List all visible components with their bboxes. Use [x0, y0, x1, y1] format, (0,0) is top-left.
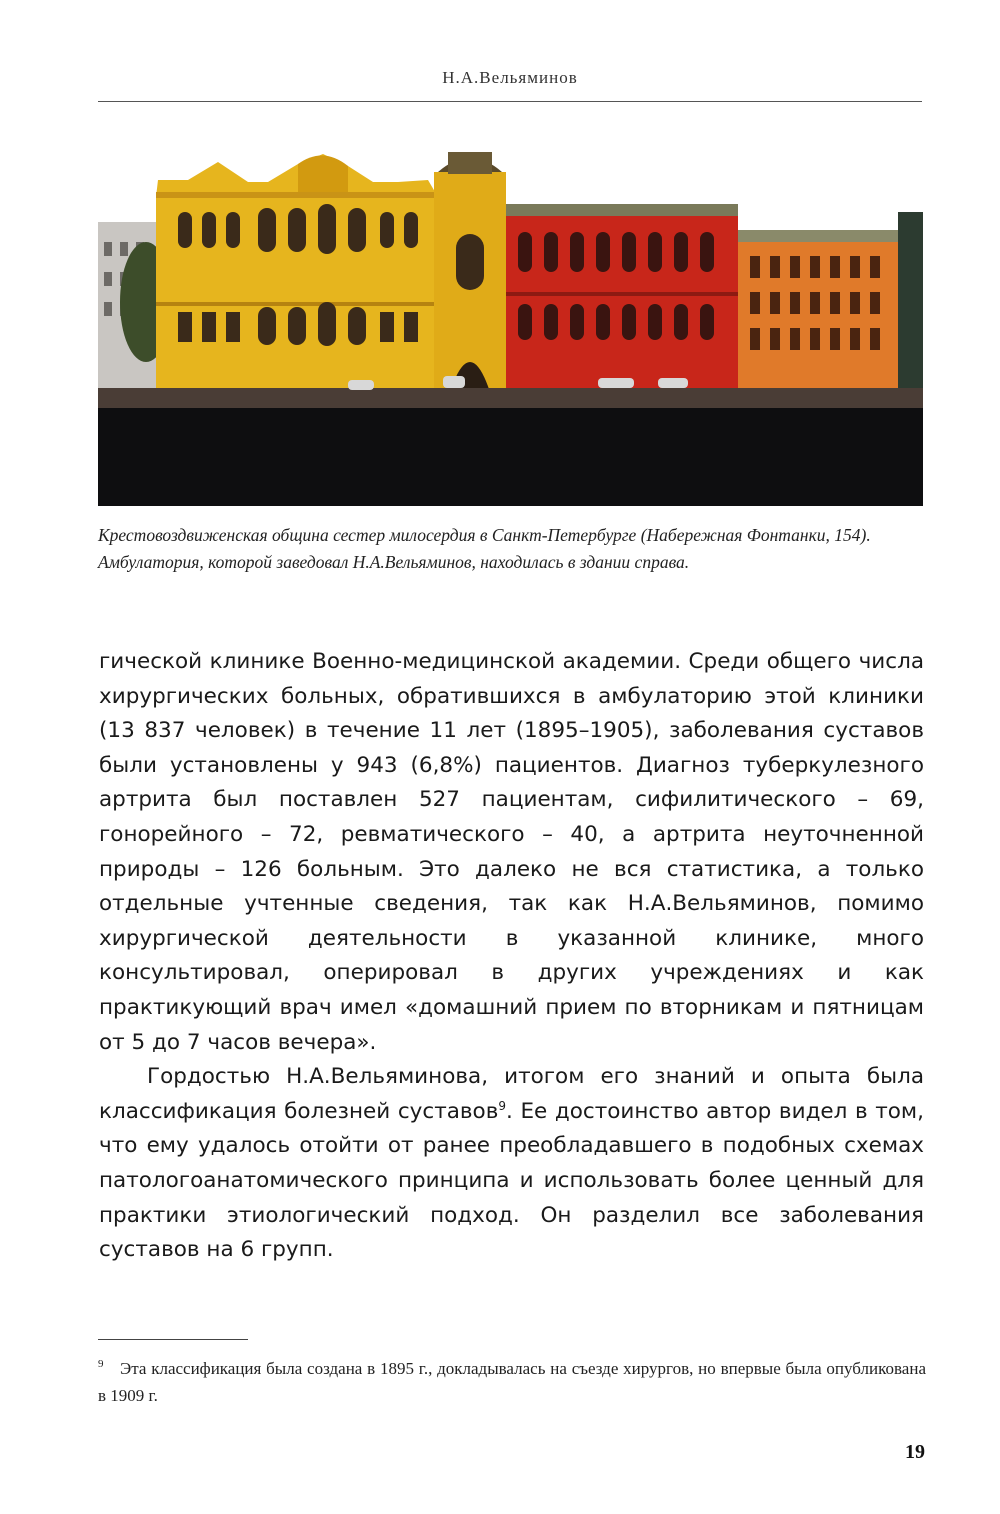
- running-head: Н.А.Вельяминов: [442, 68, 578, 87]
- footnote-ref[interactable]: 9: [498, 1098, 507, 1113]
- orange-building: [738, 230, 898, 392]
- yellow-tower: [434, 152, 506, 394]
- page-number: 19: [905, 1441, 925, 1463]
- footnote-rule: [98, 1339, 248, 1340]
- water: [98, 408, 923, 506]
- right-tree: [898, 212, 923, 392]
- footnote: 9 Эта классификация была создана в 1895 г., докладывалась на съезде хирургов, но впервые была опубликована в 1909 г.: [98, 1358, 926, 1405]
- yellow-building: [156, 154, 438, 392]
- photo-caption: Крестовоздвиженская община сестер милосердия в Санкт-Петербурге (Набережная Фонтанки, 154). Амбулатория, которой заведовал Н.А.Вельяминов, находилась в здании справа.: [98, 525, 871, 572]
- paragraph-2-start: Гордостью Н.А.Вельяминова, итогом его знаний и опыта была классификация болезней суставов: [99, 1064, 924, 1124]
- footnote-text: Эта классификация была создана в 1895 г., докладывалась на съезде хирургов, но впервые была опубликована в 1909 г.: [98, 1359, 926, 1405]
- paragraph-2-end: . Ее достоинство автор видел в том, что ему удалось отойти от ранее преобладавшего в подобных схемах патологоанатомического принципа и использовать более ценный для практики этиологический подход. Он разделил все заболевания суставов на 6 групп.: [99, 1098, 924, 1263]
- building-photo: [98, 152, 923, 506]
- red-building: [506, 204, 738, 392]
- building-photo-drawing: [98, 152, 923, 506]
- embankment: [98, 388, 923, 408]
- paragraph-1: гической клинике Военно-медицинской академии. Среди общего числа хирургических больных, обратившихся в амбулаторию этой клиники (13 837 человек) в течение 11 лет (1895–1905), заболевания суставов были установлены у 943 (6,8%) пациентов. Диагноз туберкулезного артрита был поставлен 527 пациентам, сифилитического – 69, гонорейного – 72, ревматического – 40, а артрита неуточненной природы – 126 больным. Это далеко не вся статистика, а только отдельные учтенные сведения, так как Н.А.Вельяминов, помимо хирургической деятельности в указанной клинике, много консультировал, оперировал в других учреждениях и как практикующий врач имел «домашний прием по вторникам и пятницам от 5 до 7 часов вечера».: [99, 649, 924, 1055]
- header-rule: [98, 101, 922, 102]
- main-text: [99, 645, 924, 1268]
- paragraph-2: [99, 1060, 924, 1268]
